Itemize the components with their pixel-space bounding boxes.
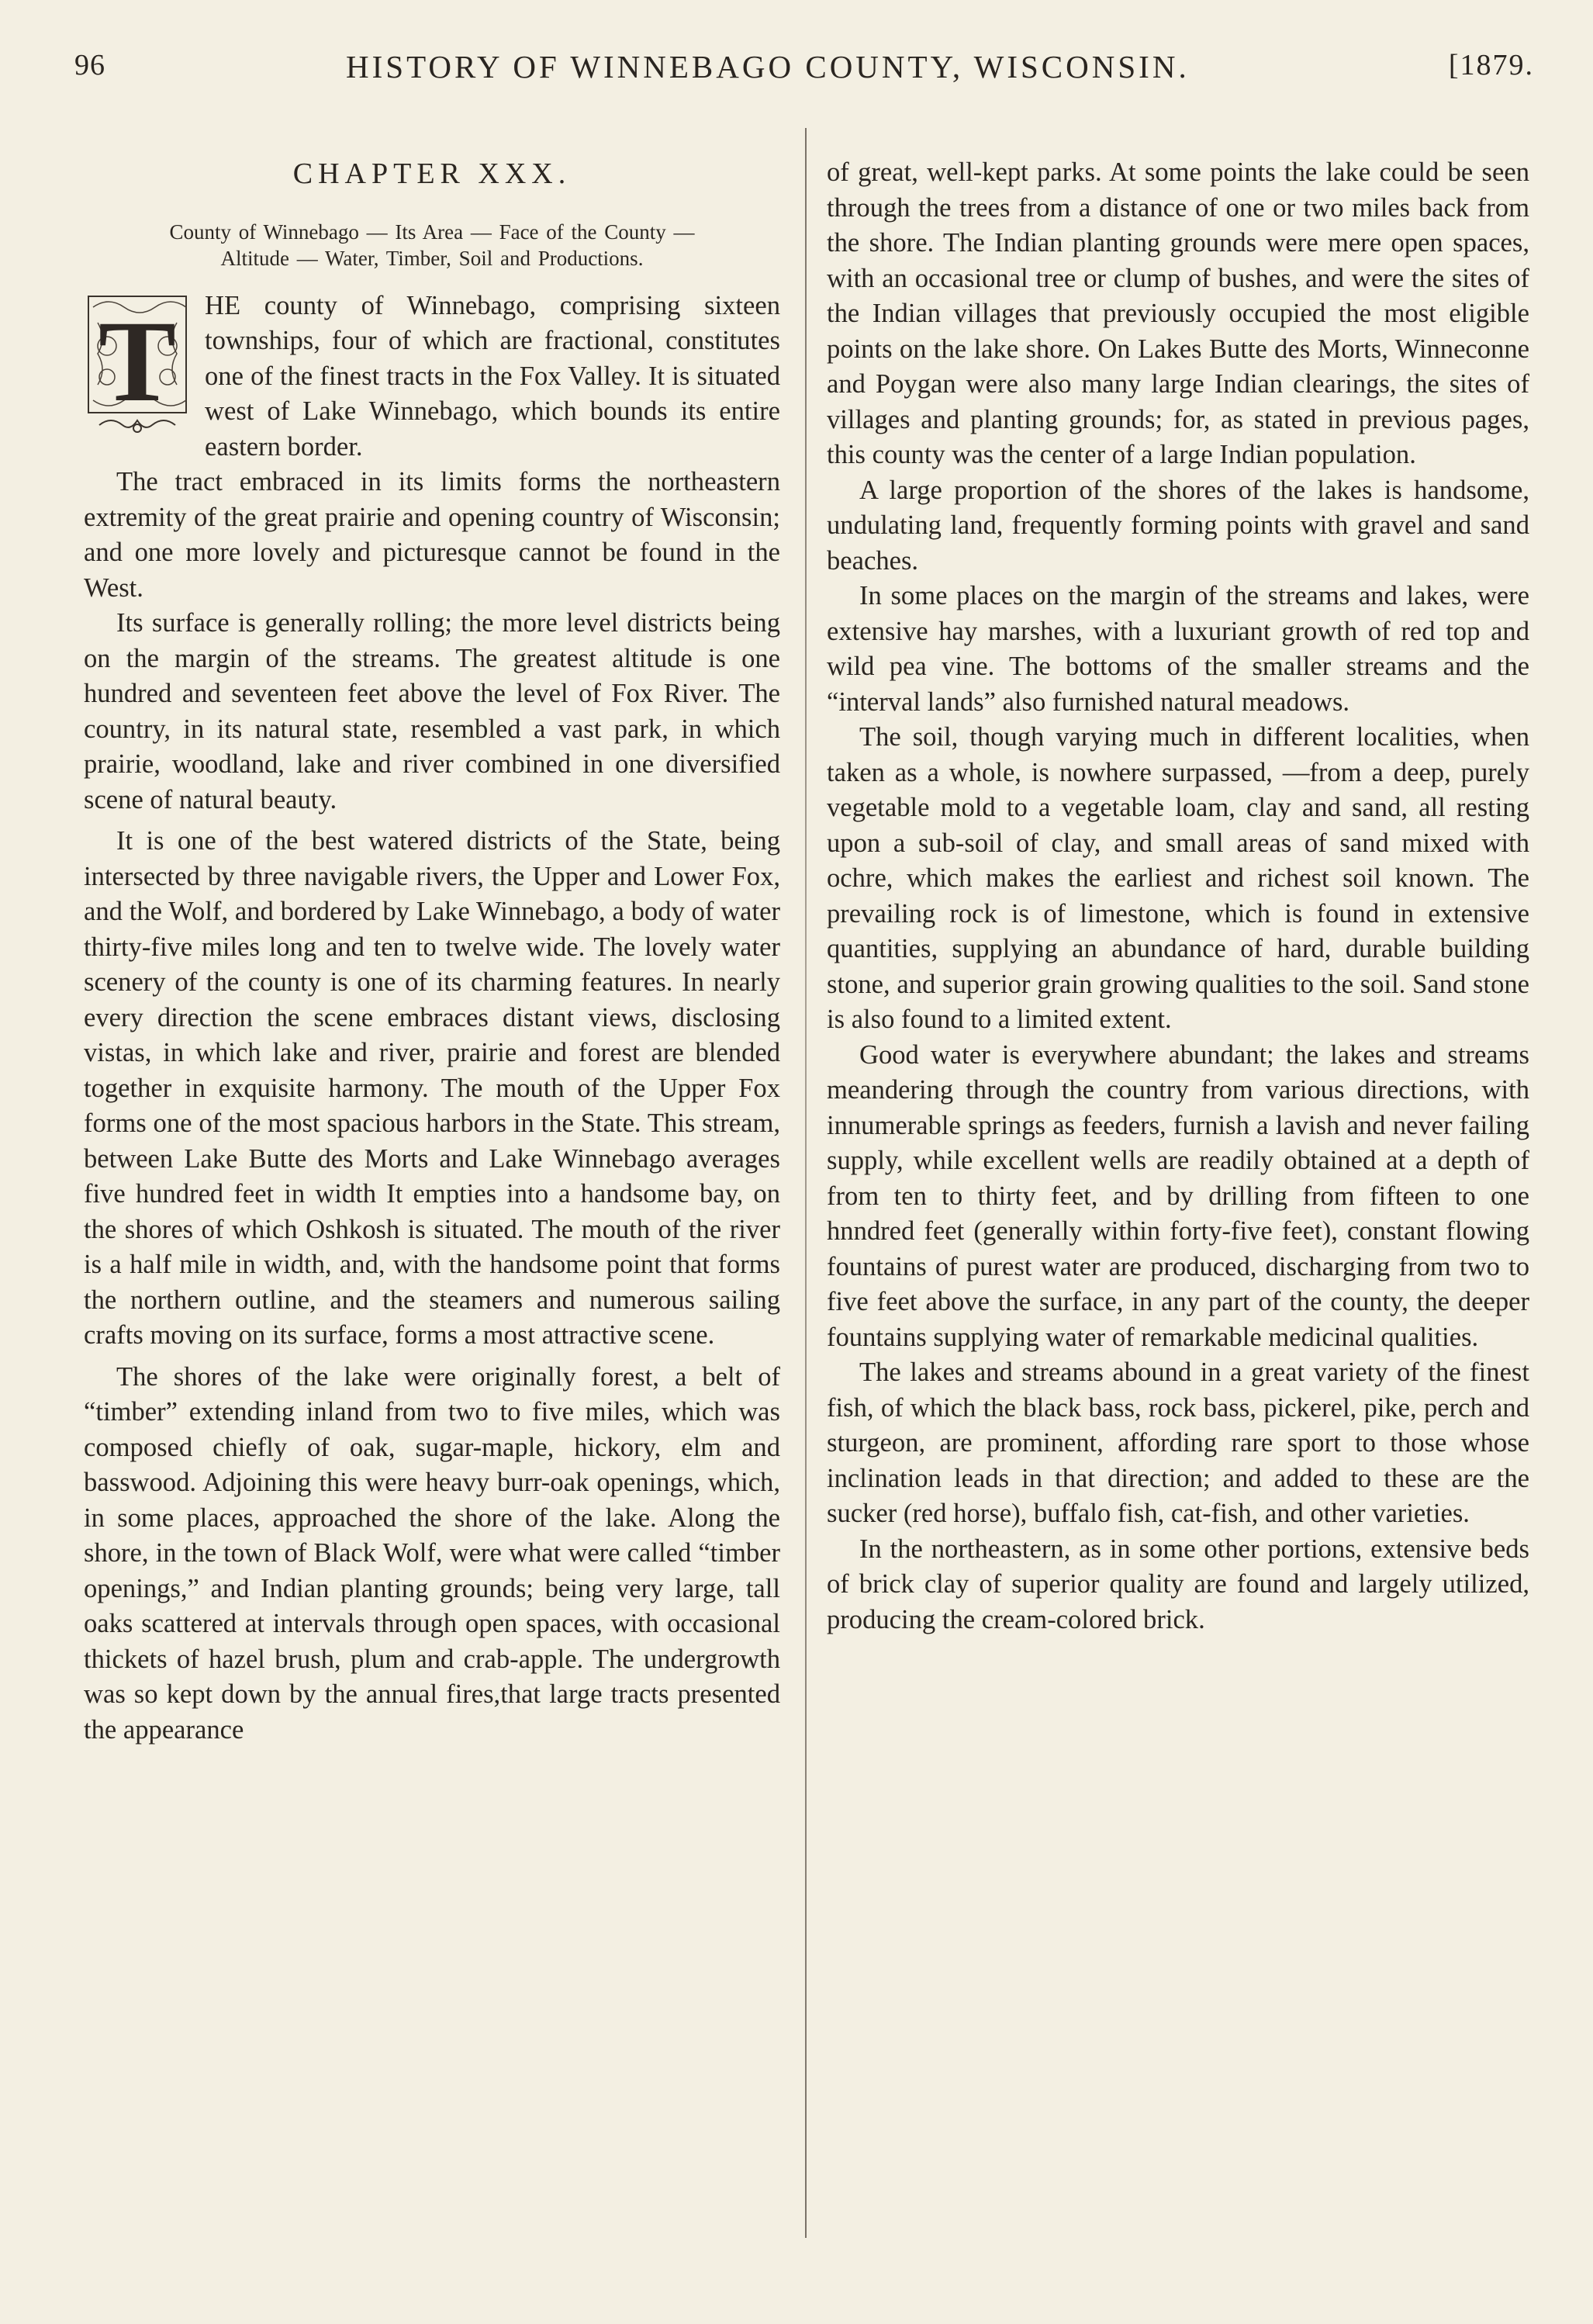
- right-column: [827, 155, 1529, 1638]
- left-column: [84, 147, 780, 1748]
- chapter-summary-line-1: County of Winnebago — Its Area — Face of the County —: [169, 220, 695, 244]
- paragraph-1: HE county of Winnebago, comprising sixteen townships, four of which are fractional, constitutes one of the finest tracts in the Fox Valley. It is situated west of Lake Winnebago, which bounds its entire eastern border.: [205, 290, 780, 462]
- column-divider: [805, 128, 807, 2238]
- paragraph-6: of great, well-kept parks. At some points the lake could be seen through the trees from a distance of one or two miles back from the shore. The Indian planting grounds were mere open spaces, with an occasional tree or clump of bushes, and were the sites of the Indian villages that previously occupied the most eligible points on the lake shore. On Lakes Butte des Morts, Winneconne and Poygan were also many large Indian clearings, the sites of villages and planting grounds; for, as stated in previous pages, this county was the center of a large Indian population.: [827, 157, 1529, 469]
- paragraph-5: The shores of the lake were originally forest, a belt of “timber” extending inland from two to five miles, which was composed chiefly of oak, sugar-maple, hickory, elm and basswood. Adjoining this were heavy burr-oak openings, which, in some places, approached the shore of the lake. Along the shore, in the town of Black Wolf, were what were called “timber openings,” and Indian planting grounds; being very large, tall oaks scattered at intervals through open spaces, with occasional thickets of hazel brush, plum and crab-apple. The undergrowth was so kept down by the annual fires,that large tracts presented the appearance: [84, 1361, 780, 1745]
- chapter-title: CHAPTER XXX.: [292, 157, 572, 190]
- opening-paragraph-wrap: [84, 289, 780, 465]
- running-title: HISTORY OF WINNEBAGO COUNTY, WISCONSIN.: [346, 49, 1190, 85]
- paragraph-9: The soil, though varying much in different localities, when taken as a whole, is nowhere surpassed, —from a deep, purely vegetable mold to a vegetable loam, clay and sand, all resting upon a sub-soil of clay, and small areas of sand mixed with ochre, which makes the earliest and richest soil known. The prevailing rock is of limestone, which is found in extensive quantities, supplying an abundance of hard, durable building stone, and superior grain growing qualities to the soil. Sand stone is also found to a limited extent.: [827, 722, 1529, 1034]
- svg-text:T: T: [98, 296, 177, 426]
- paragraph-8: In some places on the margin of the streams and lakes, were extensive hay marshes, with a luxuriant growth of red top and wild pea vine. The bottoms of the smaller streams and the “interval lands” also furnished natural meadows.: [827, 581, 1529, 717]
- paragraph-4: It is one of the best watered districts of the State, being intersected by three navigable rivers, the Upper and Lower Fox, and the Wolf, and bordered by Lake Winnebago, a body of water thirty-five miles long and ten to twelve wide. The lovely water scenery of the county is one of its charming features. In nearly every direction the scene embraces distant views, disclosing vistas, in which lake and river, prairie and forest are blended together in exquisite harmony. The mouth of the Upper Fox forms one of the most spacious harbors in the State. This stream, between Lake Butte des Morts and Lake Winnebago averages five hundred feet in width It empties into a handsome bay, on the shores of which Oshkosh is situated. The mouth of the river is a half mile in width, and, with the handsome point that forms the northern outline, and the steamers and numerous sailing crafts moving on its surface, forms a most attractive scene.: [84, 826, 780, 1350]
- ornamental-dropcap-icon: [84, 292, 191, 437]
- header-year: [1879.: [1448, 49, 1534, 81]
- running-header: [74, 48, 1534, 95]
- paragraph-3: Its surface is generally rolling; the more level districts being on the margin of the streams. The greatest altitude is one hundred and seventeen feet above the level of Fox River. The country, in its natural state, resembled a vast park, in which prairie, woodland, lake and river combined in one diversified scene of natural beauty.: [84, 608, 780, 814]
- chapter-summary-line-2: Altitude — Water, Timber, Soil and Productions.: [220, 246, 644, 270]
- chapter-summary: [84, 219, 780, 271]
- paragraph-10: Good water is everywhere abundant; the lakes and streams meandering through the country from various directions, with innumerable springs as feeders, furnish a lavish and never failing supply, while excellent wells are readily obtained at a depth of from ten to thirty feet, and by drilling from fifteen to one hnndred feet (generally within forty-five feet), constant flowing fountains of purest water are produced, discharging from two to five feet above the surface, in any part of the county, the deeper fountains supplying water of remarkable medicinal qualities.: [827, 1039, 1529, 1352]
- paragraph-12: In the northeastern, as in some other portions, extensive beds of brick clay of superior quality are found and largely utilized, producing the cream-colored brick.: [827, 1534, 1529, 1634]
- page-number: 96: [74, 49, 105, 81]
- paragraph-2: The tract embraced in its limits forms the northeastern extremity of the great prairie and opening country of Wisconsin; and one more lovely and picturesque cannot be found in the West.: [84, 467, 780, 603]
- paragraph-7: A large proportion of the shores of the lakes is handsome, undulating land, frequently forming points with gravel and sand beaches.: [827, 475, 1529, 576]
- paragraph-11: The lakes and streams abound in a great variety of the finest fish, of which the black bass, rock bass, pickerel, pike, perch and sturgeon, are prominent, affording rare sport to those whose inclination leads in that direction; and added to these are the sucker (red horse), buffalo fish, cat-fish, and other varieties.: [827, 1357, 1529, 1528]
